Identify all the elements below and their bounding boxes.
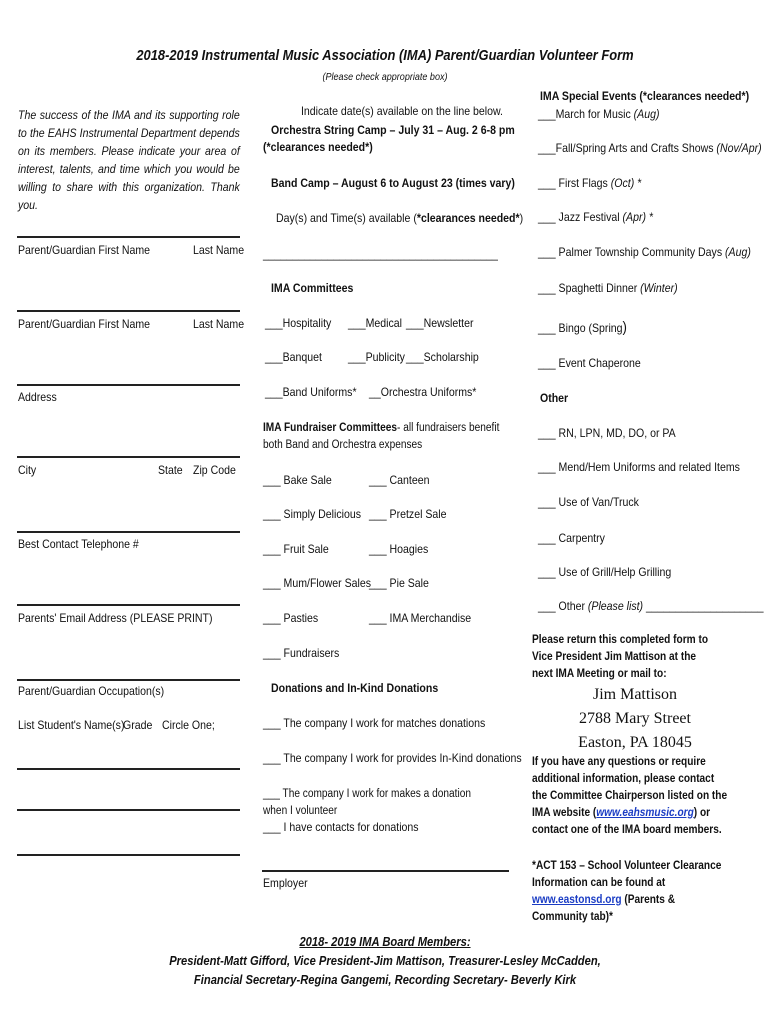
mail-address-street: 2788 Mary Street	[579, 710, 691, 727]
other-carpentry[interactable]: ___ Carpentry	[538, 531, 605, 545]
committee-newsletter[interactable]: ___Newsletter	[406, 316, 474, 330]
board-members-heading: 2018- 2019 IMA Board Members:	[299, 934, 471, 949]
zip-label: Zip Code	[193, 463, 236, 477]
last-name-1-label: Last Name	[193, 243, 245, 257]
students-label: List Student's Name(s)	[18, 718, 125, 732]
donation-volunteer[interactable]: ___ The company I work for makes a donation when I volunteer	[263, 788, 471, 817]
committee-scholarship[interactable]: ___Scholarship	[406, 350, 479, 364]
committees-heading: IMA Committees	[271, 281, 354, 295]
other-van-truck[interactable]: ___ Use of Van/Truck	[538, 495, 639, 509]
fundraiser-simply-delicious[interactable]: ___ Simply Delicious	[263, 507, 362, 521]
employer-label: Employer	[263, 876, 308, 890]
committee-band-uniforms[interactable]: ___Band Uniforms*	[265, 385, 357, 399]
first-name-2-label: Parent/Guardian First Name	[18, 317, 151, 331]
fundraiser-pie-sale[interactable]: ___ Pie Sale	[369, 576, 429, 590]
committee-orchestra-uniforms[interactable]: __Orchestra Uniforms*	[369, 385, 477, 399]
days-available-text: Day(s) and Time(s) available (*clearances needed*)	[276, 211, 524, 225]
fundraiser-mum-flower-sales[interactable]: ___ Mum/Flower Sales	[263, 576, 371, 590]
email-line	[17, 604, 240, 606]
committee-banquet[interactable]: ___Banquet	[265, 350, 322, 364]
student-line-3	[17, 854, 240, 856]
fundraiser-hoagies[interactable]: ___ Hoagies	[369, 542, 429, 556]
city-line	[17, 456, 240, 458]
event-arts-crafts[interactable]: ___Fall/Spring Arts and Crafts Shows (Nov/Apr)	[538, 141, 762, 155]
circle-one-label: Circle One;	[162, 718, 215, 732]
mail-address-name: Jim Mattison	[592, 686, 677, 703]
event-spaghetti-dinner[interactable]: ___ Spaghetti Dinner (Winter)	[538, 281, 678, 295]
last-name-2-label: Last Name	[193, 317, 245, 331]
address-label: Address	[18, 390, 57, 404]
state-label: State	[158, 463, 183, 477]
address-line	[17, 384, 240, 386]
donations-heading: Donations and In-Kind Donations	[271, 681, 439, 695]
student-line-1	[17, 768, 240, 770]
other-please-list[interactable]: ___ Other (Please list) ____________________	[538, 599, 764, 613]
eastonsd-link[interactable]: www.eastonsd.org	[532, 894, 622, 906]
event-march-for-music[interactable]: ___March for Music (Aug)	[538, 107, 660, 121]
event-jazz-festival[interactable]: ___ Jazz Festival (Apr) *	[538, 210, 654, 224]
fundraiser-canteen[interactable]: ___ Canteen	[369, 473, 430, 487]
donation-matches[interactable]: ___ The company I work for matches donations	[263, 716, 486, 730]
days-available-line[interactable]: ________________________________________	[263, 247, 498, 261]
fundraiser-pasties[interactable]: ___ Pasties	[263, 611, 319, 625]
email-label: Parents' Email Address (PLEASE PRINT)	[18, 611, 213, 625]
eahsmusic-link[interactable]: www.eahsmusic.org	[596, 807, 694, 819]
act153-text: *ACT 153 – School Volunteer Clearance Information can be found at www.eastonsd.org (Parents & Community tab)*	[532, 860, 722, 923]
committee-medical[interactable]: ___Medical	[348, 316, 403, 330]
mail-address-city: Easton, PA 18045	[578, 734, 692, 751]
fundraiser-bake-sale[interactable]: ___ Bake Sale	[263, 473, 332, 487]
board-members-line-2: Financial Secretary-Regina Gangemi, Recording Secretary- Beverly Kirk	[193, 972, 577, 987]
committee-publicity[interactable]: ___Publicity	[348, 350, 405, 364]
indicate-dates-text: Indicate date(s) available on the line below.	[301, 104, 503, 118]
band-camp-text: Band Camp – August 6 to August 23 (times vary)	[271, 176, 515, 190]
first-name-2-line	[17, 310, 240, 312]
event-first-flags[interactable]: ___ First Flags (Oct) *	[538, 176, 642, 190]
orchestra-camp-text: Orchestra String Camp – July 31 – Aug. 2 6-8 pm	[271, 123, 515, 137]
fundraiser-committees-text: IMA Fundraiser Committees- all fundraisers benefit both Band and Orchestra expenses	[263, 422, 500, 451]
other-mend-hem[interactable]: ___ Mend/Hem Uniforms and related Items	[538, 460, 740, 474]
other-medical[interactable]: ___ RN, LPN, MD, DO, or PA	[538, 426, 676, 440]
event-chaperone[interactable]: ___ Event Chaperone	[538, 356, 641, 370]
questions-text: If you have any questions or require additional information, please contact the Committee Chairperson listed on the IMA website (www.eahsmusic.org) or contact one of the IMA board members.	[532, 756, 728, 836]
orchestra-clearances-text: (*clearances needed*)	[263, 140, 373, 154]
city-label: City	[18, 463, 37, 477]
phone-line	[17, 531, 240, 533]
event-palmer-community-days[interactable]: ___ Palmer Township Community Days (Aug)	[538, 245, 751, 259]
donation-contacts[interactable]: ___ I have contacts for donations	[263, 820, 419, 834]
other-grill[interactable]: ___ Use of Grill/Help Grilling	[538, 565, 672, 579]
grade-label: Grade	[123, 718, 153, 732]
fundraiser-ima-merchandise[interactable]: ___ IMA Merchandise	[369, 611, 472, 625]
occupation-label: Parent/Guardian Occupation(s)	[18, 684, 165, 698]
fundraiser-fruit-sale[interactable]: ___ Fruit Sale	[263, 542, 329, 556]
special-events-heading: IMA Special Events (*clearances needed*)	[540, 89, 750, 103]
form-subtitle: (Please check appropriate box)	[322, 71, 448, 83]
intro-paragraph: The success of the IMA and its supporting role to the EAHS Instrumental Department depends on its members. Please indicate your area of interest, talents, and time which you would be willing to share with this organization. Thank you.	[18, 108, 240, 212]
form-title: 2018-2019 Instrumental Music Association (IMA) Parent/Guardian Volunteer Form	[136, 47, 634, 64]
occupation-line	[17, 679, 240, 681]
committee-hospitality[interactable]: ___Hospitality	[265, 316, 332, 330]
board-members-line-1: President-Matt Gifford, Vice President-Jim Mattison, Treasurer-Lesley McCadden,	[169, 953, 601, 968]
return-instructions: Please return this completed form to Vice President Jim Mattison at the next IMA Meeting or mail to:	[532, 634, 709, 680]
fundraiser-fundraisers[interactable]: ___ Fundraisers	[263, 646, 340, 660]
student-line-2	[17, 809, 240, 811]
first-name-1-line	[17, 236, 240, 238]
phone-label: Best Contact Telephone #	[18, 537, 139, 551]
other-heading: Other	[540, 391, 569, 405]
donation-in-kind[interactable]: ___ The company I work for provides In-Kind donations	[263, 751, 522, 765]
fundraiser-pretzel-sale[interactable]: ___ Pretzel Sale	[369, 507, 447, 521]
event-bingo[interactable]: ___ Bingo (Spring)	[538, 319, 627, 336]
first-name-1-label: Parent/Guardian First Name	[18, 243, 151, 257]
employer-line	[262, 870, 509, 872]
